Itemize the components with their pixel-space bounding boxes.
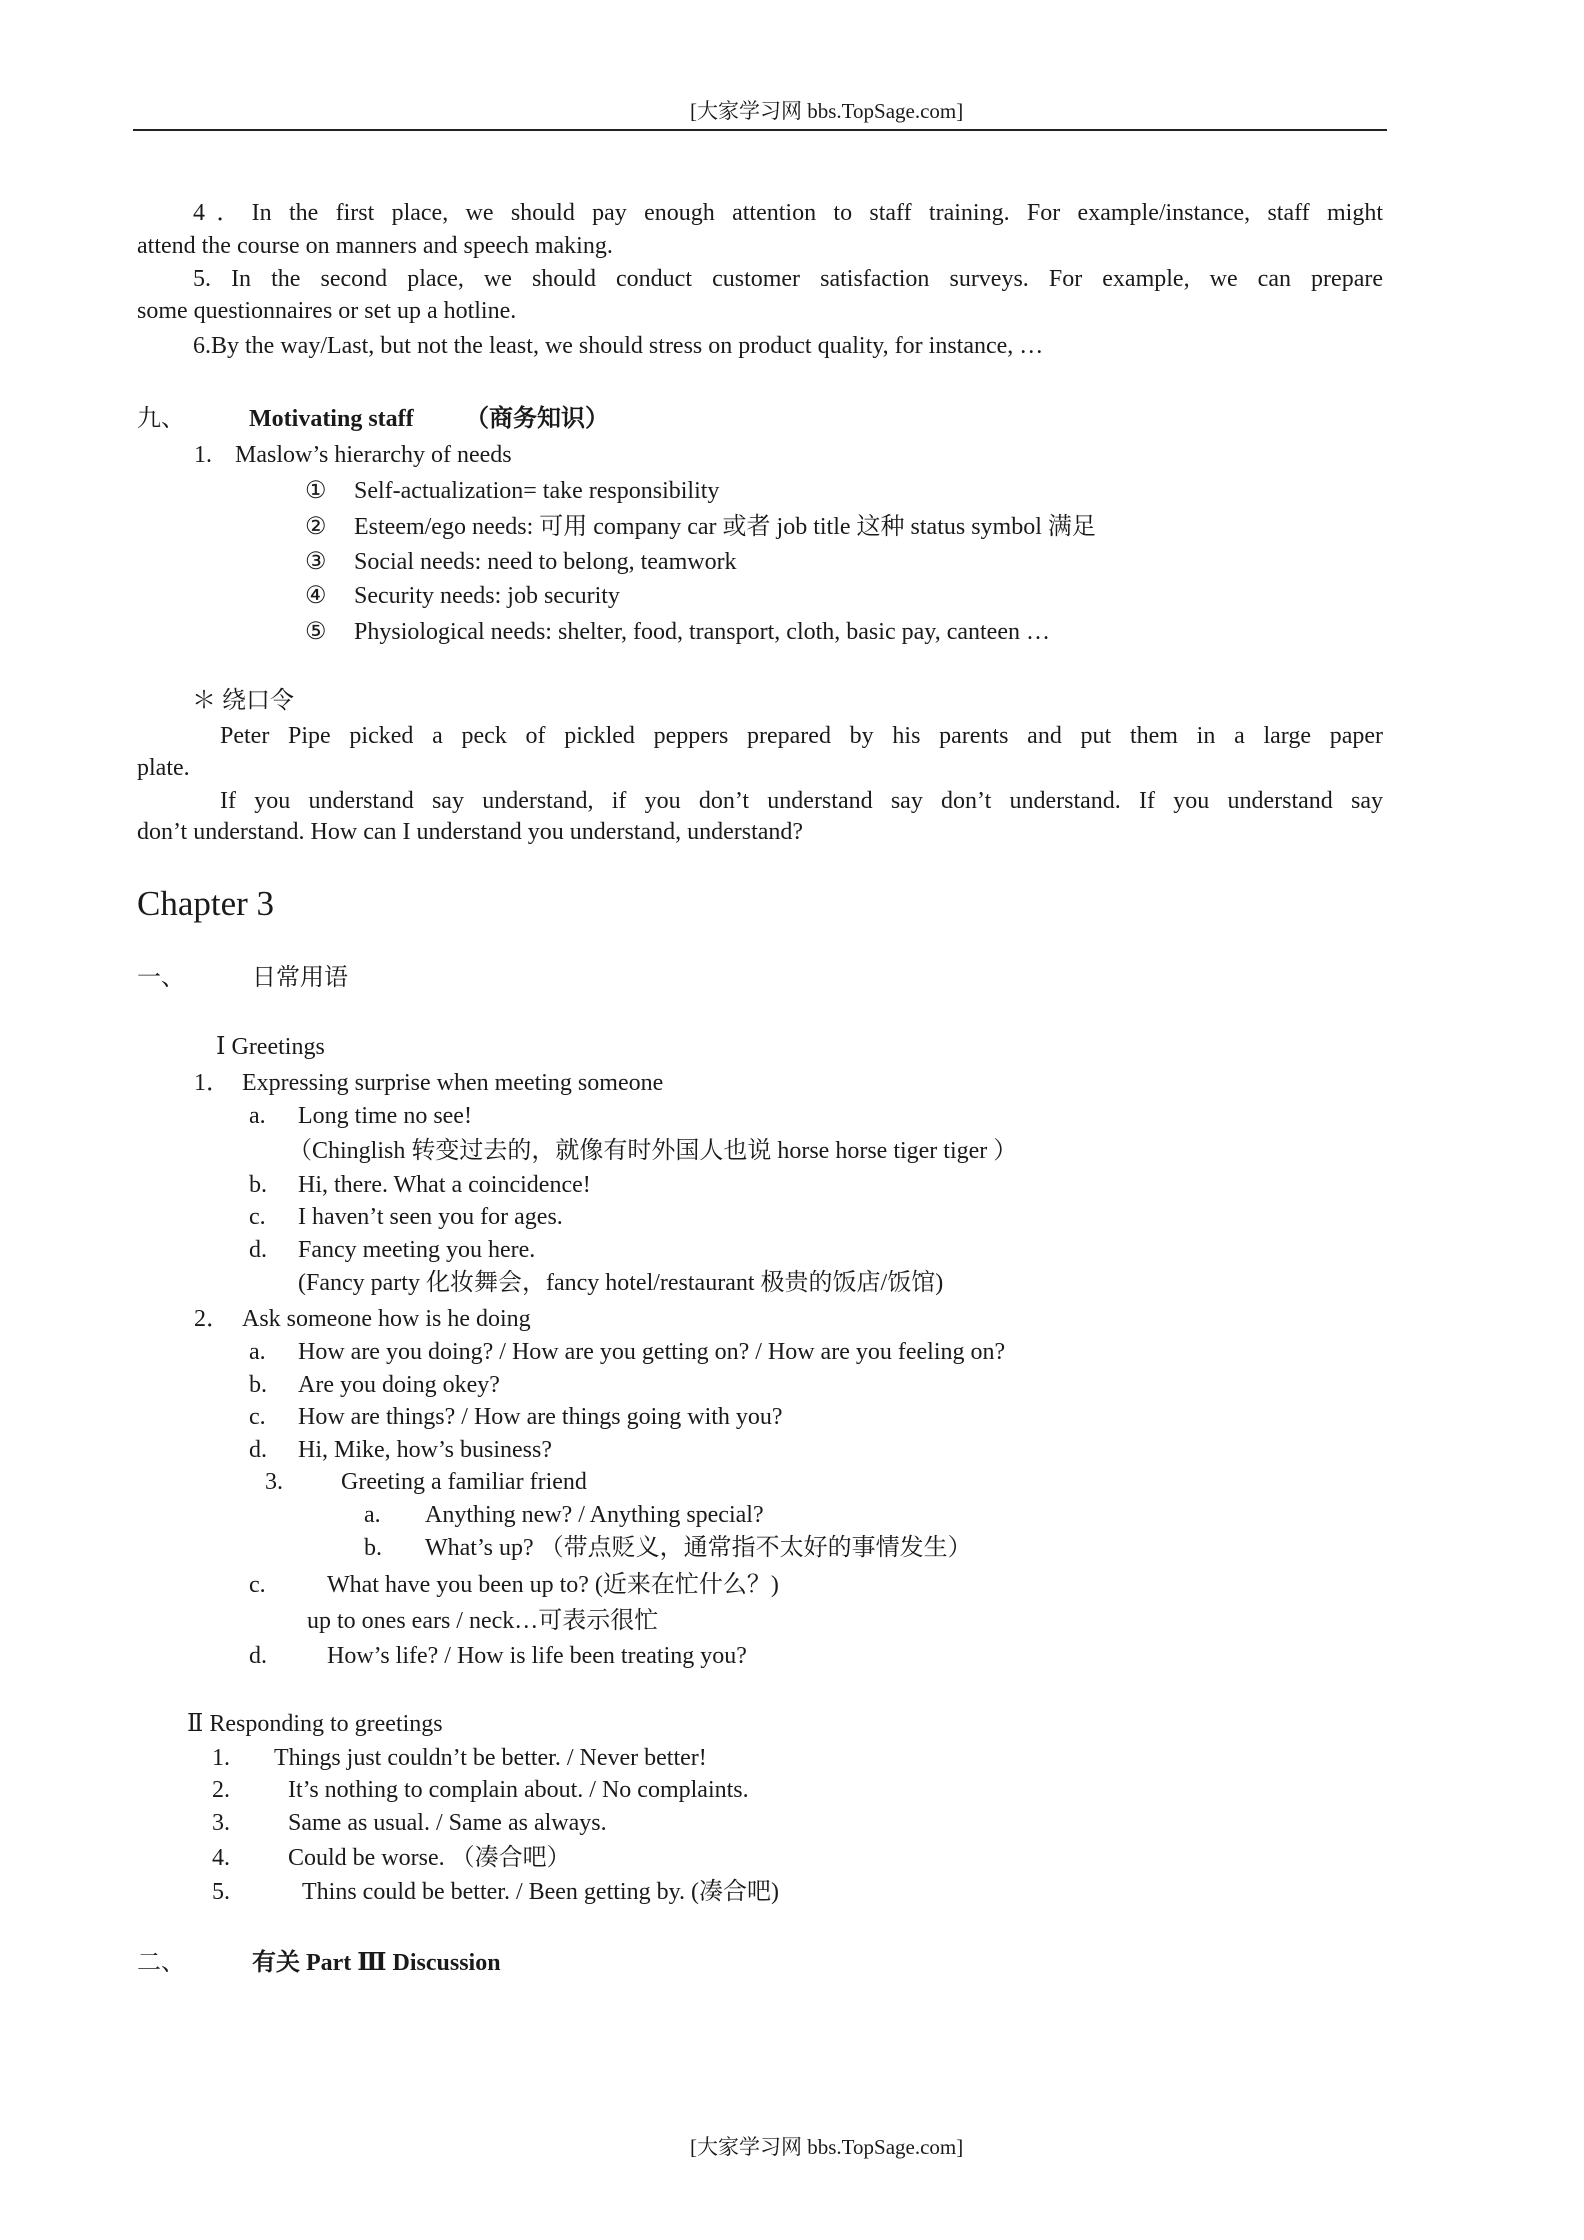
section-title: 有关 Part Ⅲ Discussion: [252, 1950, 501, 1976]
item-marker: d.: [249, 1237, 267, 1263]
need-item: Esteem/ego needs: 可用 company car 或者 job title 这种 status symbol 满足: [354, 514, 1096, 540]
list-subitem: Fancy meeting you here.: [298, 1237, 536, 1263]
list-number: 1.: [194, 442, 212, 468]
section-number: 九、: [137, 406, 185, 432]
item-marker: c.: [249, 1204, 266, 1230]
note: （Chinglish 转变过去的，就像有时外国人也说 horse horse tiger tiger ）: [288, 1138, 1018, 1164]
paragraph-line: attend the course on manners and speech making.: [137, 233, 613, 259]
response-item: Thins could be better. / Been getting by. (凑合吧): [302, 1879, 780, 1905]
note: up to ones ears / neck…可表示很忙: [307, 1608, 659, 1634]
list-item: Expressing surprise when meeting someone: [242, 1070, 664, 1096]
need-marker: ②: [305, 514, 327, 540]
need-item: Physiological needs: shelter, food, transport, cloth, basic pay, canteen …: [354, 619, 1050, 645]
page-header: [大家学习网 bbs.TopSage.com]: [690, 99, 964, 123]
list-number: 2．: [194, 1306, 230, 1332]
list-subitem: Are you doing okey?: [298, 1372, 500, 1398]
list-item: Ask someone how is he doing: [242, 1306, 531, 1332]
chapter-title: Chapter 3: [137, 884, 275, 923]
need-item: Security needs: job security: [354, 583, 620, 609]
item-marker: c.: [249, 1404, 266, 1430]
list-subitem: What’s up? （带点贬义，通常指不太好的事情发生）: [425, 1535, 972, 1561]
need-item: Social needs: need to belong, teamwork: [354, 549, 737, 575]
list-number: 1．: [194, 1070, 230, 1096]
item-marker: c.: [249, 1572, 266, 1598]
list-subitem: What have you been up to? (近来在忙什么？): [327, 1572, 779, 1598]
section-title-cn: （商务知识）: [465, 406, 609, 432]
list-subitem: How are you doing? / How are you getting on? / How are you feeling on?: [298, 1339, 1006, 1365]
list-number: 3.: [265, 1469, 283, 1495]
item-marker: d.: [249, 1437, 267, 1463]
item-marker: 2.: [212, 1777, 230, 1803]
list-subitem: Hi, Mike, how’s business?: [298, 1437, 552, 1463]
paragraph-line: If you understand say understand, if you don’t understand say don’t understand. If you understand say: [220, 788, 1383, 814]
section-title: 日常用语: [252, 965, 348, 991]
subsection-heading: Ⅱ Responding to greetings: [187, 1711, 443, 1737]
section-number: 二、: [137, 1950, 185, 1976]
section-title: Motivating staff: [249, 406, 414, 432]
item-marker: a.: [249, 1103, 266, 1129]
item-marker: 1.: [212, 1745, 230, 1771]
need-marker: ③: [305, 549, 327, 575]
need-item: Self-actualization= take responsibility: [354, 478, 720, 504]
paragraph-line: 5. In the second place, we should conduct customer satisfaction surveys. For example, we can prepare: [193, 266, 1383, 292]
need-marker: ①: [305, 478, 327, 504]
header-rule: [133, 129, 1387, 131]
list-item: Greeting a familiar friend: [341, 1469, 587, 1495]
item-marker: d.: [249, 1643, 267, 1669]
list-subitem: I haven’t seen you for ages.: [298, 1204, 563, 1230]
list-subitem: Hi, there. What a coincidence!: [298, 1172, 591, 1198]
paragraph-line: plate.: [137, 755, 190, 781]
item-marker: b.: [364, 1535, 382, 1561]
response-item: It’s nothing to complain about. / No complaints.: [288, 1777, 749, 1803]
subsection-heading: Ⅰ Greetings: [216, 1034, 325, 1060]
paragraph-line: 6.By the way/Last, but not the least, we should stress on product quality, for instance, …: [193, 333, 1044, 359]
item-marker: a.: [364, 1502, 381, 1528]
list-subitem: How are things? / How are things going with you?: [298, 1404, 783, 1430]
paragraph-line: don’t understand. How can I understand you understand, understand?: [137, 819, 804, 845]
list-subitem: How’s life? / How is life been treating you?: [327, 1643, 747, 1669]
item-marker: 4.: [212, 1845, 230, 1871]
paragraph-line: some questionnaires or set up a hotline.: [137, 298, 517, 324]
need-marker: ⑤: [305, 619, 327, 645]
need-marker: ④: [305, 583, 327, 609]
response-item: Same as usual. / Same as always.: [288, 1810, 607, 1836]
response-item: Things just couldn’t be better. / Never better!: [274, 1745, 707, 1771]
item-marker: b.: [249, 1172, 267, 1198]
item-marker: 5.: [212, 1879, 230, 1905]
paragraph-line: Peter Pipe picked a peck of pickled peppers prepared by his parents and put them in a large paper: [220, 723, 1383, 749]
section-number: 一、: [137, 965, 185, 991]
item-marker: b.: [249, 1372, 267, 1398]
response-item: Could be worse. （凑合吧）: [288, 1845, 571, 1871]
item-marker: a.: [249, 1339, 266, 1365]
paragraph-line: 4．In the first place, we should pay enough attention to staff training. For example/instance, staff might: [193, 200, 1383, 226]
list-subitem: Long time no see!: [298, 1103, 472, 1129]
page-footer: [大家学习网 bbs.TopSage.com]: [690, 2135, 964, 2159]
list-item: Maslow’s hierarchy of needs: [235, 442, 512, 468]
note: (Fancy party 化妆舞会，fancy hotel/restaurant 极贵的饭店/饭馆): [298, 1270, 944, 1296]
item-marker: 3.: [212, 1810, 230, 1836]
list-subitem: Anything new? / Anything special?: [425, 1502, 764, 1528]
tongue-twister-label: ＊ 绕口令: [192, 688, 294, 714]
